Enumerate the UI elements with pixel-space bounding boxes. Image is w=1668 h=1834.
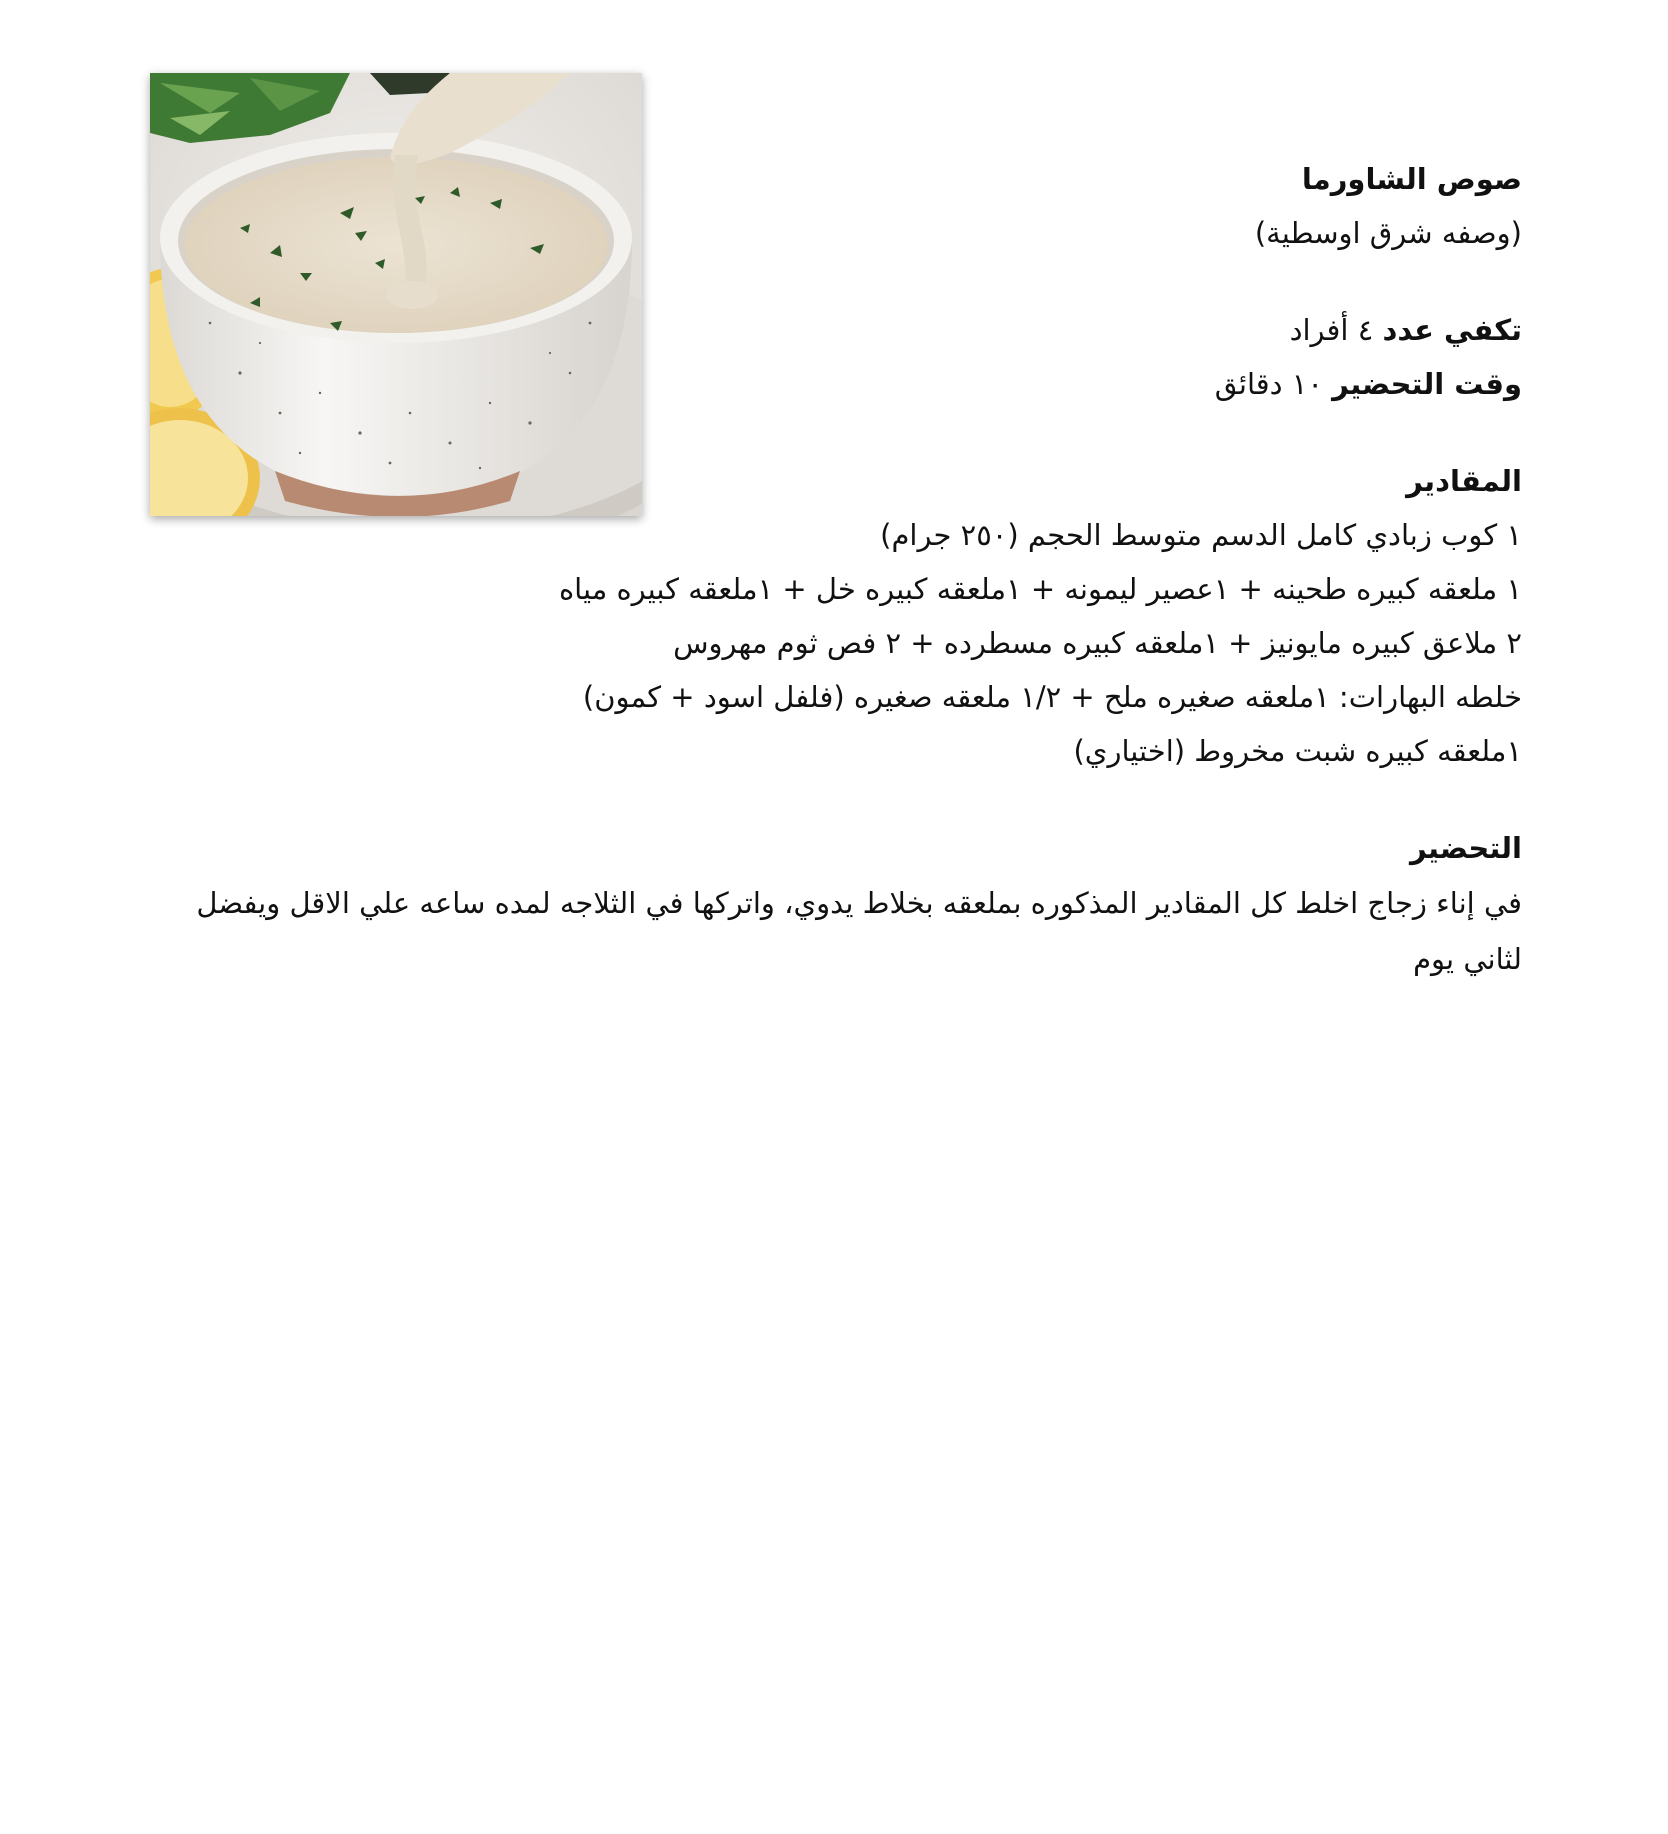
prep-time-line (160, 357, 1522, 411)
ingredient-item: خلطه البهارات: ١ملعقه صغيره ملح + ١/٢ ملعقه صغيره (فلفل اسود + كمون) (582, 680, 1522, 714)
ingredients-heading: المقادير (1406, 464, 1522, 498)
method-text: في إناء زجاج اخلط كل المقادير المذكوره بملعقه بخلاط يدوي، واتركها في الثلاجه لمده ساعه علي الاقل ويفضل لثاني يوم (196, 886, 1522, 976)
method-heading: التحضير (1409, 831, 1522, 865)
recipe-title: صوص الشاورما (1301, 162, 1522, 196)
ingredient-item: ٢ ملاعق كبيره مايونيز + ١ملعقه كبيره مسطرده + ٢ فص ثوم مهروس (673, 626, 1522, 660)
serves-label: تكفي عدد (1382, 313, 1522, 347)
serves-line (160, 303, 1522, 357)
ingredient-item: ١ ملعقه كبيره طحينه + ١عصير ليمونه + ١ملعقه كبيره خل + ١ملعقه كبيره مياه (558, 572, 1522, 606)
ingredient-item: ١ كوب زبادي كامل الدسم متوسط الحجم (٢٥٠ جرام) (880, 518, 1522, 552)
ingredient-item: ١ملعقه كبيره شبت مخروط (اختياري) (1073, 734, 1522, 768)
serves-value: ٤ أفراد (1289, 313, 1374, 347)
recipe-subtitle: (وصفه شرق اوسطية) (1254, 216, 1522, 250)
prep-time-value: ١٠ دقائق (1214, 367, 1323, 401)
recipe-document (160, 152, 1522, 987)
prep-time-label: وقت التحضير (1332, 367, 1522, 401)
